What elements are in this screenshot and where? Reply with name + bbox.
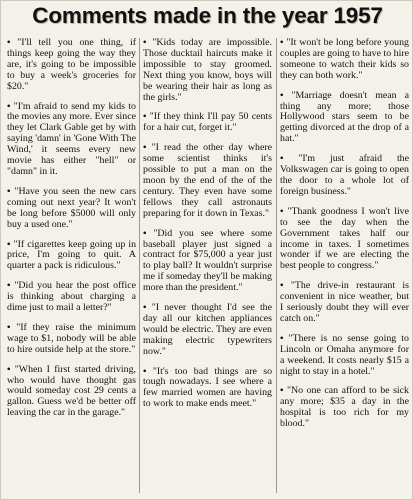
- quote-item: [280, 91, 409, 146]
- bullet-icon: •: [143, 227, 147, 239]
- quote-item: [143, 229, 272, 294]
- quote-text: "If cigarettes keep going up in price, I'm going to quit. A quarter a pack is ridiculous.": [7, 238, 137, 272]
- column-3: [280, 38, 409, 439]
- quote-item: [280, 154, 409, 198]
- quote-item: [7, 323, 136, 356]
- quote-text: "When I first started driving, who would have thought gas would someday cost 29 cents a gallon. Guess we'd be better off leaving the car in the garage.": [7, 363, 136, 419]
- quote-item: [7, 281, 136, 314]
- bullet-icon: •: [143, 37, 147, 48]
- quote-item: [7, 240, 136, 273]
- bullet-icon: •: [7, 238, 11, 250]
- quote-text: "It's too bad things are so tough nowadays. I see where a few married women are having to work to make ends meet.": [143, 365, 273, 410]
- bullet-icon: •: [280, 37, 284, 48]
- quote-item: [143, 367, 272, 411]
- quote-text: "I never thought I'd see the day all our kitchen appliances would be electric. They are even making electric typewriters now.": [143, 302, 273, 357]
- bullet-icon: •: [143, 302, 147, 314]
- bullet-icon: •: [143, 365, 147, 377]
- quote-item: [280, 207, 409, 272]
- quote-text: "Marriage doesn't mean a thing any more; those Hollywood stars seem to be getting divorced at the drop of a hat.": [280, 89, 409, 145]
- quote-item: [280, 386, 409, 430]
- quote-text: "It won't be long before young couples are going to have to hire someone to watch their kids so they can both work.": [280, 37, 409, 81]
- article-title: Comments made in the year 1957: [32, 3, 383, 28]
- quote-item: [143, 143, 272, 219]
- quote-item: [280, 334, 409, 378]
- bullet-icon: •: [280, 205, 284, 217]
- bullet-icon: •: [280, 280, 284, 292]
- column-divider: [276, 38, 277, 493]
- quote-item: [280, 281, 409, 325]
- quote-text: "I'm afraid to send my kids to the movies any more. Ever since they let Clark Gable get by with saying 'damn' in 'Gone With The Wind,' it seems every new movie has either "hell" or "damn" in it.: [7, 100, 136, 177]
- quote-text: "Kids today are impossible. Those ducktail haircuts make it impossible to stay groomed. Next thing you know, boys will be wearing their hair as long as the girls.": [143, 37, 273, 103]
- bullet-icon: •: [7, 37, 11, 48]
- bullet-icon: •: [7, 280, 11, 292]
- quote-item: [143, 303, 272, 358]
- bullet-icon: •: [280, 385, 284, 397]
- quote-item: [143, 38, 272, 103]
- bullet-icon: •: [7, 363, 11, 375]
- quote-item: [7, 365, 136, 420]
- quote-text: "If they raise the minimum wage to $1, nobody will be able to hire outside help at the store.": [7, 321, 136, 355]
- bullet-icon: •: [280, 153, 284, 165]
- quote-text: "If they think I'll pay 50 cents for a hair cut, forget it.": [143, 111, 272, 134]
- column-2: [143, 38, 272, 419]
- bullet-icon: •: [143, 111, 147, 123]
- quote-text: "I'm just afraid the Volkswagen car is going to open the door to a whole lot of foreign business.": [280, 153, 410, 197]
- quote-text: "Have you seen the new cars coming out next year? It won't be long before $5000 will only buy a used one.": [7, 185, 137, 230]
- column-1: [7, 38, 136, 428]
- quote-item: [143, 112, 272, 134]
- bullet-icon: •: [7, 100, 11, 112]
- quote-text: "Thank goodness I won't live to see the day when the Government takes half our income in taxes. I sometimes wonder if we are electing the best people to congress.": [280, 205, 410, 272]
- quote-text: "The drive-in restaurant is convenient in nice weather, but I seriously doubt they will ever catch on.": [280, 280, 409, 324]
- quote-item: [280, 38, 409, 82]
- quote-text: "Did you see where some baseball player just signed a contract for $75,000 a year just to play ball? It wouldn't surprise me if someday they'll be making more than the president.": [143, 227, 272, 294]
- quote-item: [7, 38, 136, 93]
- bullet-icon: •: [143, 142, 147, 154]
- quote-text: "There is no sense going to Lincoln or Omaha anymore for a weekend. It costs nearly $15 a night to stay in a hotel.": [280, 332, 409, 377]
- bullet-icon: •: [280, 332, 284, 344]
- quote-text: "No one can afford to be sick any more; $35 a day in the hospital is too rich for my blood.": [280, 385, 409, 430]
- quote-text: "I'll tell you one thing, if things keep going the way they are, it's going to be impossible to buy a week's groceries for $20.": [7, 37, 137, 92]
- quote-item: [7, 102, 136, 178]
- quote-text: "Did you hear the post office is thinking about charging a dime just to mail a letter?": [7, 280, 136, 314]
- bullet-icon: •: [7, 321, 11, 333]
- quote-text: "I read the other day where some scientist thinks it's possible to put a man on the moon by the end of the of the century. They even have some fellows they call astronauts preparing for it down in Texas.": [143, 142, 273, 219]
- quote-item: [7, 187, 136, 231]
- bullet-icon: •: [280, 89, 284, 101]
- column-divider: [139, 38, 140, 493]
- bullet-icon: •: [7, 185, 11, 197]
